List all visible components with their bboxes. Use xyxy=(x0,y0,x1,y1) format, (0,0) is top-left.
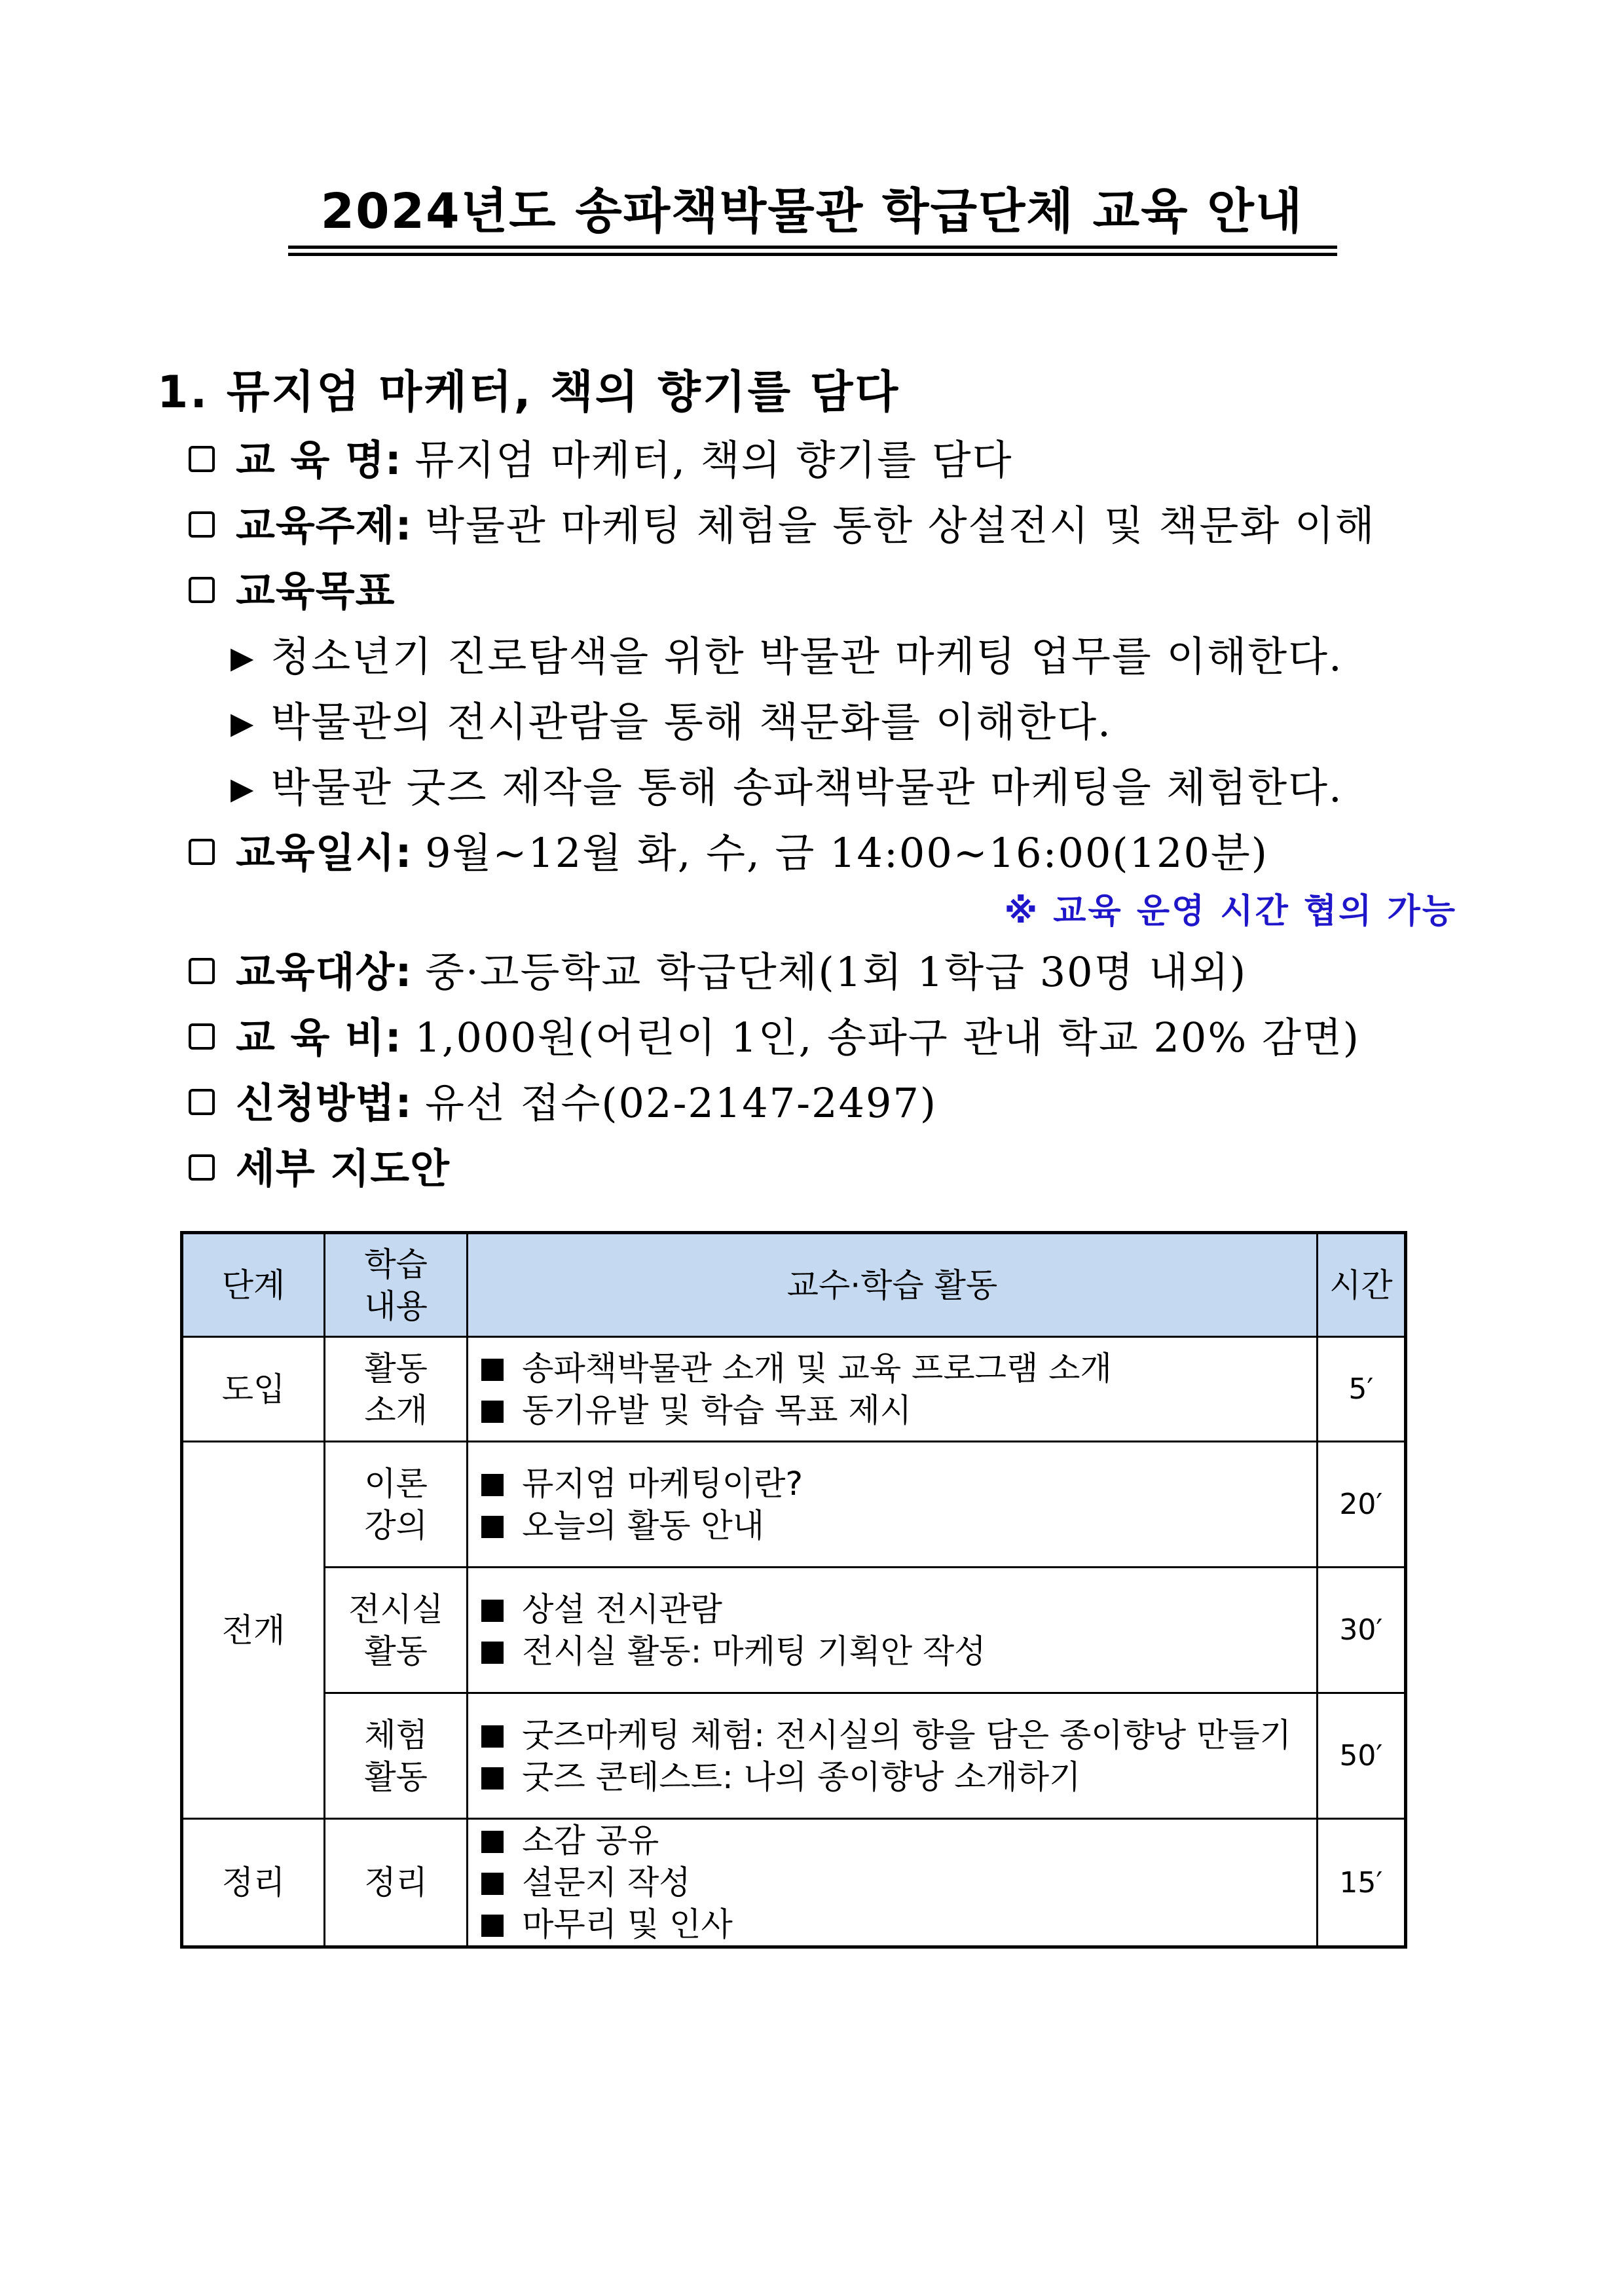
info-date-label: 교육일시: xyxy=(236,829,413,877)
header-time: 시간 xyxy=(1317,1233,1405,1337)
activity-cell xyxy=(468,1693,1318,1819)
info-target-value: 중·고등학교 학급단체(1회 1학급 30명 내외) xyxy=(425,948,1247,996)
checkbox-icon xyxy=(189,1154,215,1181)
square-bullet-icon xyxy=(481,1600,504,1622)
square-bullet-icon xyxy=(481,1767,504,1790)
info-apply-row xyxy=(189,1074,937,1133)
info-target-row xyxy=(189,943,1247,1002)
table-row xyxy=(182,1442,1406,1568)
title-underline xyxy=(288,246,1337,249)
content-line: 활동 xyxy=(364,1349,428,1387)
table-row xyxy=(182,1337,1406,1442)
activity-item: 동기유발 및 학습 목표 제시 xyxy=(481,1389,1316,1431)
info-plan-row xyxy=(189,1139,450,1198)
content-line: 전시실 xyxy=(348,1590,444,1628)
table-row xyxy=(182,1819,1406,1947)
square-bullet-icon xyxy=(481,1516,504,1538)
info-date-row xyxy=(189,824,1268,883)
square-bullet-icon xyxy=(481,1915,504,1937)
checkbox-icon xyxy=(189,1023,215,1050)
info-name-value: 뮤지엄 마케터, 책의 향기를 담다 xyxy=(415,436,1013,484)
time-cell: 15′ xyxy=(1317,1819,1405,1947)
content-cell xyxy=(325,1337,468,1442)
goal-item xyxy=(231,627,1343,689)
info-topic-value: 박물관 마케팅 체험을 통한 상설전시 및 책문화 이해 xyxy=(425,502,1376,549)
square-bullet-icon xyxy=(481,1401,504,1423)
square-bullet-icon xyxy=(481,1725,504,1748)
triangle-bullet-icon: ▶ xyxy=(231,705,255,741)
activity-item: 송파책박물관 소개 및 교육 프로그램 소개 xyxy=(481,1348,1316,1389)
time-cell: 30′ xyxy=(1317,1568,1405,1693)
goal-text: 박물관 굿즈 제작을 통해 송파책박물관 마케팅을 체험한다. xyxy=(270,763,1343,811)
checkbox-icon xyxy=(189,577,215,603)
goal-item xyxy=(231,693,1112,755)
header-stage: 단계 xyxy=(182,1233,325,1337)
activity-item: 오늘의 활동 안내 xyxy=(481,1505,1316,1547)
stage-cell: 전개 xyxy=(182,1442,325,1819)
activity-item: 상설 전시관람 xyxy=(481,1588,1316,1630)
header-content-line: 내용 xyxy=(364,1287,428,1325)
square-bullet-icon xyxy=(481,1873,504,1895)
time-cell: 50′ xyxy=(1317,1693,1405,1819)
info-target-label: 교육대상: xyxy=(236,948,413,996)
info-name-row xyxy=(189,431,1013,490)
content-cell: 정리 xyxy=(325,1819,468,1947)
square-bullet-icon xyxy=(481,1831,504,1853)
activity-cell xyxy=(468,1337,1318,1442)
checkbox-icon xyxy=(189,958,215,984)
info-fee-label: 교 육 비: xyxy=(236,1014,402,1061)
stage-cell: 정리 xyxy=(182,1819,325,1947)
activity-cell xyxy=(468,1442,1318,1568)
page-title: 2024년도 송파책박물관 학급단체 교육 안내 xyxy=(320,183,1304,240)
content-line: 강의 xyxy=(364,1506,428,1545)
goal-item xyxy=(231,758,1343,820)
info-fee-row xyxy=(189,1008,1360,1067)
content-line: 이론 xyxy=(364,1464,428,1503)
checkbox-icon xyxy=(189,446,215,472)
activity-item: 설문지 작성 xyxy=(481,1862,1316,1903)
info-apply-label: 신청방법: xyxy=(236,1079,413,1127)
activity-item: 소감 공유 xyxy=(481,1820,1316,1862)
info-goal-row xyxy=(189,562,396,621)
header-content xyxy=(325,1233,468,1337)
table-row xyxy=(182,1568,1406,1693)
info-fee-value: 1,000원(어린이 1인, 송파구 관내 학교 20% 감면) xyxy=(415,1014,1360,1061)
lesson-plan-table xyxy=(180,1231,1407,1949)
table-row xyxy=(182,1693,1406,1819)
activity-cell xyxy=(468,1819,1318,1947)
info-name-label: 교 육 명: xyxy=(236,436,402,484)
activity-item: 마무리 및 인사 xyxy=(481,1903,1316,1945)
section-heading: 1. 뮤지엄 마케터, 책의 향기를 담다 xyxy=(157,367,900,418)
info-plan-label: 세부 지도안 xyxy=(236,1145,451,1192)
activity-item: 뮤지엄 마케팅이란? xyxy=(481,1463,1316,1505)
square-bullet-icon xyxy=(481,1474,504,1496)
title-underline-double xyxy=(288,253,1337,256)
square-bullet-icon xyxy=(481,1359,504,1381)
content-cell xyxy=(325,1442,468,1568)
activity-item: 전시실 활동: 마케팅 기획안 작성 xyxy=(481,1630,1316,1672)
content-cell xyxy=(325,1568,468,1693)
checkbox-icon xyxy=(189,511,215,538)
info-date-value: 9월~12월 화, 수, 금 14:00~16:00(120분) xyxy=(425,829,1268,877)
schedule-note: ※ 교육 운영 시간 협의 가능 xyxy=(1004,892,1457,931)
triangle-bullet-icon: ▶ xyxy=(231,640,255,675)
goal-text: 청소년기 진로탐색을 위한 박물관 마케팅 업무를 이해한다. xyxy=(270,633,1343,680)
content-line: 활동 xyxy=(364,1757,428,1796)
content-line: 활동 xyxy=(364,1632,428,1670)
header-content-line: 학습 xyxy=(364,1245,428,1283)
info-topic-row xyxy=(189,496,1376,555)
activity-item: 굿즈마케팅 체험: 전시실의 향을 담은 종이향낭 만들기 xyxy=(481,1714,1316,1756)
table-header-row xyxy=(182,1233,1406,1337)
time-cell: 5′ xyxy=(1317,1337,1405,1442)
activity-item: 굿즈 콘테스트: 나의 종이향낭 소개하기 xyxy=(481,1756,1316,1798)
header-activity: 교수·학습 활동 xyxy=(468,1233,1318,1337)
info-topic-label: 교육주제: xyxy=(236,502,413,549)
time-cell: 20′ xyxy=(1317,1442,1405,1568)
goal-text: 박물관의 전시관람을 통해 책문화를 이해한다. xyxy=(270,698,1112,746)
info-apply-value: 유선 접수(02-2147-2497) xyxy=(425,1079,938,1127)
triangle-bullet-icon: ▶ xyxy=(231,771,255,806)
checkbox-icon xyxy=(189,1089,215,1115)
info-goal-label: 교육목표 xyxy=(236,567,396,615)
content-line: 체험 xyxy=(364,1716,428,1754)
square-bullet-icon xyxy=(481,1642,504,1664)
content-cell xyxy=(325,1693,468,1819)
stage-cell: 도입 xyxy=(182,1337,325,1442)
checkbox-icon xyxy=(189,839,215,865)
content-line: 소개 xyxy=(364,1391,428,1429)
activity-cell xyxy=(468,1568,1318,1693)
